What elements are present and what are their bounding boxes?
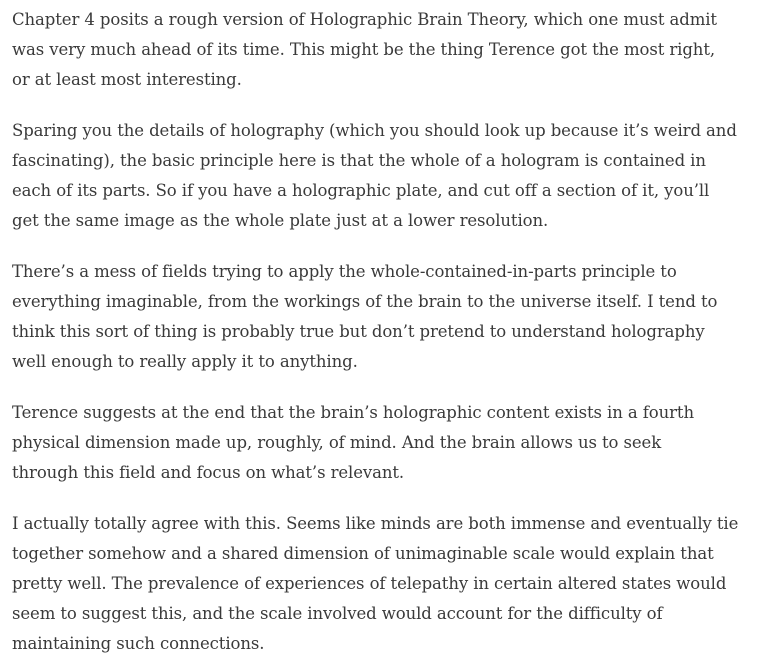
- text-line: get the same image as the whole plate just at a lower resolution.: [12, 211, 549, 230]
- paragraph-holography-principle: [12, 116, 746, 236]
- text-line: or at least most interesting.: [12, 70, 242, 89]
- text-line: There’s a mess of fields trying to apply the whole-contained-in-parts principle to: [12, 262, 677, 281]
- text-line: Terence suggests at the end that the brain’s holographic content exists in a fourth: [12, 403, 694, 422]
- text-line: I actually totally agree with this. Seems like minds are both immense and eventually tie: [12, 514, 739, 533]
- paragraph-agreement: [12, 509, 746, 659]
- paragraph-fourth-dimension: [12, 398, 746, 488]
- text-line: think this sort of thing is probably true but don’t pretend to understand holography: [12, 322, 705, 341]
- paragraph-fields-applying-principle: [12, 257, 746, 377]
- text-line: everything imaginable, from the workings of the brain to the universe itself. I tend to: [12, 292, 718, 311]
- text-line: was very much ahead of its time. This might be the thing Terence got the most right,: [12, 40, 716, 59]
- text-line: maintaining such connections.: [12, 634, 265, 653]
- text-line: fascinating), the basic principle here is that the whole of a hologram is contained in: [12, 151, 706, 170]
- text-line: together somehow and a shared dimension of unimaginable scale would explain that: [12, 544, 714, 563]
- text-line: through this field and focus on what’s relevant.: [12, 463, 405, 482]
- text-line: Chapter 4 posits a rough version of Holographic Brain Theory, which one must admit: [12, 10, 717, 29]
- text-line: pretty well. The prevalence of experiences of telepathy in certain altered states would: [12, 574, 727, 593]
- text-line: well enough to really apply it to anything.: [12, 352, 358, 371]
- text-line: seem to suggest this, and the scale involved would account for the difficulty of: [12, 604, 663, 623]
- text-line: Sparing you the details of holography (which you should look up because it’s weird and: [12, 121, 737, 140]
- text-line: each of its parts. So if you have a holographic plate, and cut off a section of it, you’ll: [12, 181, 710, 200]
- paragraph-holographic-brain-theory: [12, 5, 746, 95]
- text-line: physical dimension made up, roughly, of mind. And the brain allows us to seek: [12, 433, 662, 452]
